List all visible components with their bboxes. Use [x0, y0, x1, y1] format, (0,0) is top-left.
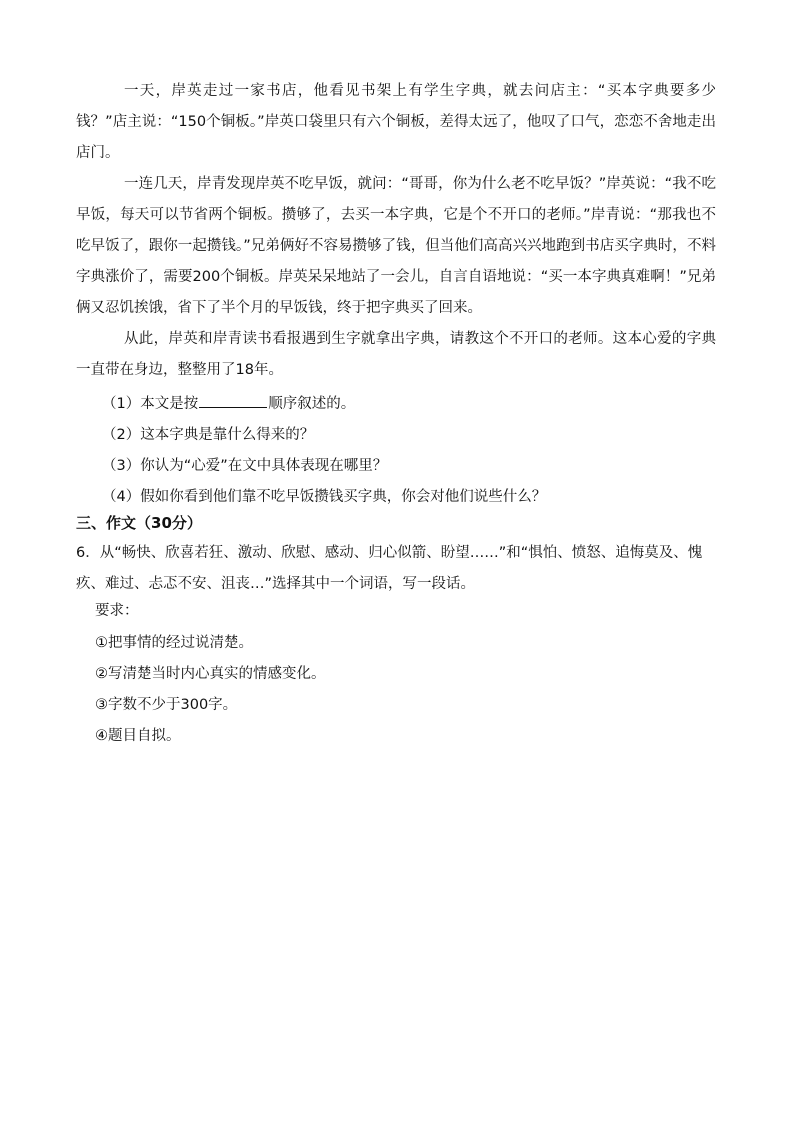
requirement-item: ③字数不少于300字。 — [95, 697, 238, 713]
question-2: （2）这本字典是靠什么得来的？ — [102, 427, 315, 443]
requirement-item: ②写清楚当时内心真实的情感变化。 — [95, 666, 326, 682]
question-4: （4）假如你看到他们靠不吃早饭攒钱买字典，你会对他们说些什么？ — [102, 489, 547, 505]
question-1 — [102, 393, 355, 415]
answer-blank — [199, 393, 267, 408]
question-1-prefix: （1）本文是按 — [102, 396, 199, 412]
requirement-item: ④题目自拟。 — [95, 728, 181, 744]
reading-paragraph-3: 从此，岸英和岸青读书看报遇到生字就拿出字典，请教这个不开口的老师。这本心爱的字典一直带在身边，整整用了18年。 — [76, 331, 716, 378]
reading-paragraph-1: 一天，岸英走过一家书店，他看见书架上有学生字典，就去问店主：“买本字典要多少钱？”店主说：“150个铜板。”岸英口袋里只有六个铜板，差得太远了，他叹了口气，恋恋不舍地走出店门。 — [76, 83, 716, 161]
reading-paragraph-2: 一连几天，岸青发现岸英不吃早饭，就问：“哥哥，你为什么老不吃早饭？”岸英说：“我不吃早饭，每天可以节省两个铜板。攒够了，去买一本字典，它是个不开口的老师。”岸青说：“那我也不吃早饭了，跟你一起攒钱。”兄弟俩好不容易攒够了钱，但当他们高高兴兴地跑到书店买字典时，不料字典涨价了，需要200个铜板。岸英呆呆地站了一会儿，自言自语地说：“买一本字典真难啊！”兄弟俩又忍饥挨饿，省下了半个月的早饭钱，终于把字典买了回来。 — [76, 176, 716, 316]
question-3: （3）你认为“心爱”在文中具体表现在哪里？ — [102, 458, 388, 474]
requirements-label: 要求： — [95, 603, 139, 619]
section-title-composition: 三、作文（30分） — [76, 514, 202, 532]
requirement-item: ①把事情的经过说清楚。 — [95, 635, 253, 651]
composition-prompt: 6．从“畅快、欣喜若狂、激动、欣慰、感动、归心似箭、盼望……”和“惧怕、愤怒、追悔莫及、愧疚、难过、忐忑不安、沮丧…”选择其中一个词语，写一段话。 — [76, 545, 703, 592]
question-1-suffix: 顺序叙述的。 — [268, 396, 356, 412]
